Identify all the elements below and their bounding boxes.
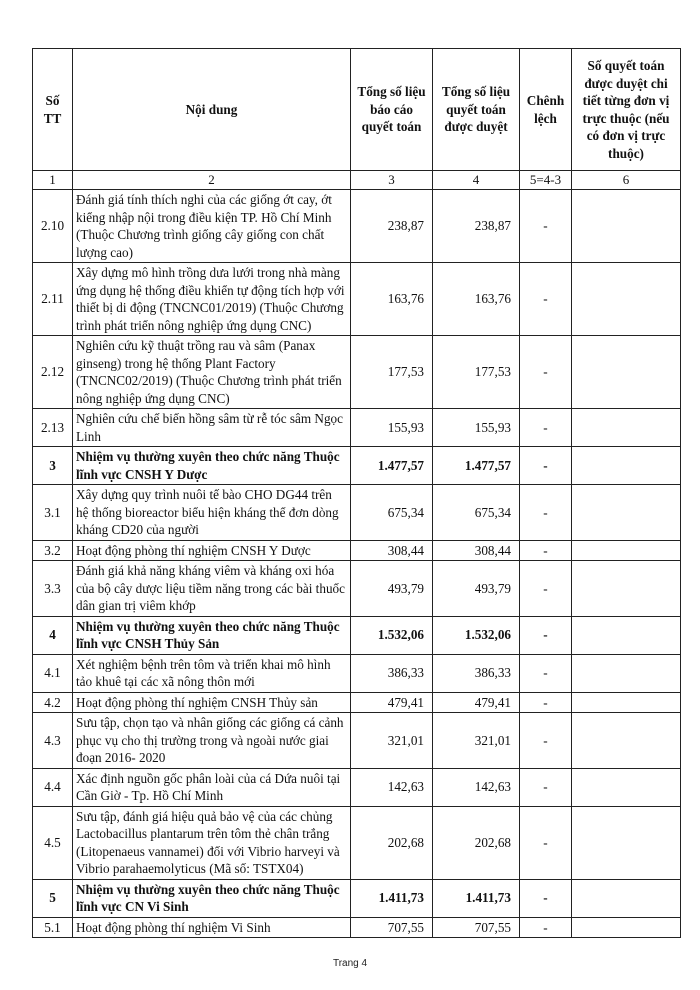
row-approved-value: 675,34: [433, 485, 520, 541]
row-difference: -: [520, 561, 572, 617]
index-cell: 1: [33, 171, 73, 190]
row-number: 2.13: [33, 409, 73, 447]
row-detail: [572, 263, 681, 336]
row-reported-value: 321,01: [351, 713, 433, 769]
table-row: [33, 540, 681, 561]
row-number: 4.1: [33, 654, 73, 692]
table-row: [33, 917, 681, 938]
row-difference: -: [520, 447, 572, 485]
row-content: Xây dựng quy trình nuôi tế bào CHO DG44 trên hệ thống bioreactor biểu hiện kháng thể đơn dòng kháng CD20 của người: [73, 485, 351, 541]
row-reported-value: 142,63: [351, 768, 433, 806]
row-difference: -: [520, 336, 572, 409]
row-number: 4.5: [33, 806, 73, 879]
row-detail: [572, 190, 681, 263]
header-detail: Số quyết toán được duyệt chi tiết từng đơn vị trực thuộc (nếu có đơn vị trực thuộc): [572, 49, 681, 171]
row-approved-value: 386,33: [433, 654, 520, 692]
row-content: Hoạt động phòng thí nghiệm Vi Sinh: [73, 917, 351, 938]
table-row: [33, 879, 681, 917]
row-approved-value: 1.411,73: [433, 879, 520, 917]
row-approved-value: 321,01: [433, 713, 520, 769]
row-content: Nhiệm vụ thường xuyên theo chức năng Thuộc lĩnh vực CN Vi Sinh: [73, 879, 351, 917]
row-number: 4.3: [33, 713, 73, 769]
row-number: 2.12: [33, 336, 73, 409]
row-detail: [572, 917, 681, 938]
row-number: 4.2: [33, 692, 73, 713]
page-number: Trang 4: [332, 958, 368, 969]
table-row: [33, 654, 681, 692]
row-number: 5: [33, 879, 73, 917]
table-row: [33, 263, 681, 336]
table-row: [33, 485, 681, 541]
row-reported-value: 479,41: [351, 692, 433, 713]
header-stt: Số TT: [33, 49, 73, 171]
row-content: Nghiên cứu kỹ thuật trồng rau và sâm (Panax ginseng) trong hệ thống Plant Factory (TNCNC02/2019) (Thuộc Chương trình phát triển nông nghiệp ứng dụng CNC): [73, 336, 351, 409]
row-difference: -: [520, 654, 572, 692]
row-detail: [572, 806, 681, 879]
row-number: 3: [33, 447, 73, 485]
table-row: [33, 190, 681, 263]
row-reported-value: 163,76: [351, 263, 433, 336]
row-reported-value: 155,93: [351, 409, 433, 447]
header-reported: Tổng số liệu báo cáo quyết toán: [351, 49, 433, 171]
row-difference: -: [520, 806, 572, 879]
row-difference: -: [520, 879, 572, 917]
row-approved-value: 1.477,57: [433, 447, 520, 485]
row-content: Sưu tập, đánh giá hiệu quả bảo vệ của các chủng Lactobacillus plantarum trên tôm thẻ chân trắng (Litopenaeus vannamei) đối với Vibrio harveyi và Vibrio parahaemolyticus (Mã số: TSTX04): [73, 806, 351, 879]
row-number: 3.1: [33, 485, 73, 541]
row-content: Xác định nguồn gốc phân loài của cá Dứa nuôi tại Cần Giờ - Tp. Hồ Chí Minh: [73, 768, 351, 806]
row-difference: -: [520, 263, 572, 336]
row-difference: -: [520, 409, 572, 447]
row-reported-value: 238,87: [351, 190, 433, 263]
row-reported-value: 202,68: [351, 806, 433, 879]
header-row: [33, 49, 681, 171]
row-reported-value: 493,79: [351, 561, 433, 617]
row-number: 3.3: [33, 561, 73, 617]
row-detail: [572, 692, 681, 713]
row-content: Hoạt động phòng thí nghiệm CNSH Y Dược: [73, 540, 351, 561]
row-content: Nhiệm vụ thường xuyên theo chức năng Thuộc lĩnh vực CNSH Thủy Sản: [73, 616, 351, 654]
row-approved-value: 493,79: [433, 561, 520, 617]
table-row: [33, 336, 681, 409]
row-number: 2.10: [33, 190, 73, 263]
row-detail: [572, 713, 681, 769]
row-difference: -: [520, 917, 572, 938]
index-cell: 2: [73, 171, 351, 190]
row-approved-value: 479,41: [433, 692, 520, 713]
row-reported-value: 1.477,57: [351, 447, 433, 485]
row-reported-value: 308,44: [351, 540, 433, 561]
row-detail: [572, 447, 681, 485]
row-approved-value: 163,76: [433, 263, 520, 336]
row-reported-value: 177,53: [351, 336, 433, 409]
table-row: [33, 806, 681, 879]
table-row: [33, 447, 681, 485]
table-row: [33, 713, 681, 769]
row-difference: -: [520, 616, 572, 654]
row-approved-value: 707,55: [433, 917, 520, 938]
row-number: 2.11: [33, 263, 73, 336]
row-approved-value: 177,53: [433, 336, 520, 409]
table-row: [33, 409, 681, 447]
header-approved: Tổng số liệu quyết toán được duyệt: [433, 49, 520, 171]
row-approved-value: 202,68: [433, 806, 520, 879]
row-detail: [572, 409, 681, 447]
index-cell: 6: [572, 171, 681, 190]
row-content: Xét nghiệm bệnh trên tôm và triển khai mô hình tảo khuê tại các xã nông thôn mới: [73, 654, 351, 692]
row-approved-value: 308,44: [433, 540, 520, 561]
table-row: [33, 768, 681, 806]
row-detail: [572, 768, 681, 806]
table-row: [33, 561, 681, 617]
row-content: Sưu tập, chọn tạo và nhân giống các giống cá cảnh phục vụ cho thị trường trong và ngoài nước giai đoạn 2016- 2020: [73, 713, 351, 769]
row-detail: [572, 616, 681, 654]
row-difference: -: [520, 768, 572, 806]
row-content: Nhiệm vụ thường xuyên theo chức năng Thuộc lĩnh vực CNSH Y Dược: [73, 447, 351, 485]
row-number: 5.1: [33, 917, 73, 938]
row-detail: [572, 336, 681, 409]
row-content: Nghiên cứu chế biến hồng sâm từ rễ tóc sâm Ngọc Linh: [73, 409, 351, 447]
row-reported-value: 675,34: [351, 485, 433, 541]
row-reported-value: 386,33: [351, 654, 433, 692]
row-detail: [572, 540, 681, 561]
row-content: Hoạt động phòng thí nghiệm CNSH Thủy sản: [73, 692, 351, 713]
row-approved-value: 1.532,06: [433, 616, 520, 654]
row-content: Đánh giá tính thích nghi của các giống ớt cay, ớt kiểng nhập nội trong điều kiện TP. Hồ Chí Minh (Thuộc Chương trình giống cây giống con chất lượng cao): [73, 190, 351, 263]
settlement-table: [32, 48, 681, 938]
row-detail: [572, 654, 681, 692]
row-number: 4.4: [33, 768, 73, 806]
row-approved-value: 142,63: [433, 768, 520, 806]
index-cell: 4: [433, 171, 520, 190]
row-content: Đánh giá khả năng kháng viêm và kháng oxi hóa của bộ cây dược liệu tiềm năng trong các bài thuốc dân gian trị viêm khớp: [73, 561, 351, 617]
row-number: 3.2: [33, 540, 73, 561]
row-number: 4: [33, 616, 73, 654]
row-detail: [572, 561, 681, 617]
row-difference: -: [520, 485, 572, 541]
index-cell: 3: [351, 171, 433, 190]
row-difference: -: [520, 713, 572, 769]
index-row: [33, 171, 681, 190]
table-row: [33, 616, 681, 654]
row-approved-value: 155,93: [433, 409, 520, 447]
row-detail: [572, 485, 681, 541]
row-reported-value: 1.532,06: [351, 616, 433, 654]
row-difference: -: [520, 692, 572, 713]
header-diff: Chênh lệch: [520, 49, 572, 171]
row-content: Xây dựng mô hình trồng dưa lưới trong nhà màng ứng dụng hệ thống điều khiển tự động tích hợp với thiết bị di động (TNCNC01/2019) (Thuộc Chương trình phát triển nông nghiệp ứng dụng CNC): [73, 263, 351, 336]
row-reported-value: 707,55: [351, 917, 433, 938]
row-detail: [572, 879, 681, 917]
table-body: [33, 190, 681, 938]
header-content: Nội dung: [73, 49, 351, 171]
row-reported-value: 1.411,73: [351, 879, 433, 917]
row-difference: -: [520, 190, 572, 263]
row-difference: -: [520, 540, 572, 561]
table-row: [33, 692, 681, 713]
row-approved-value: 238,87: [433, 190, 520, 263]
index-cell: 5=4-3: [520, 171, 572, 190]
